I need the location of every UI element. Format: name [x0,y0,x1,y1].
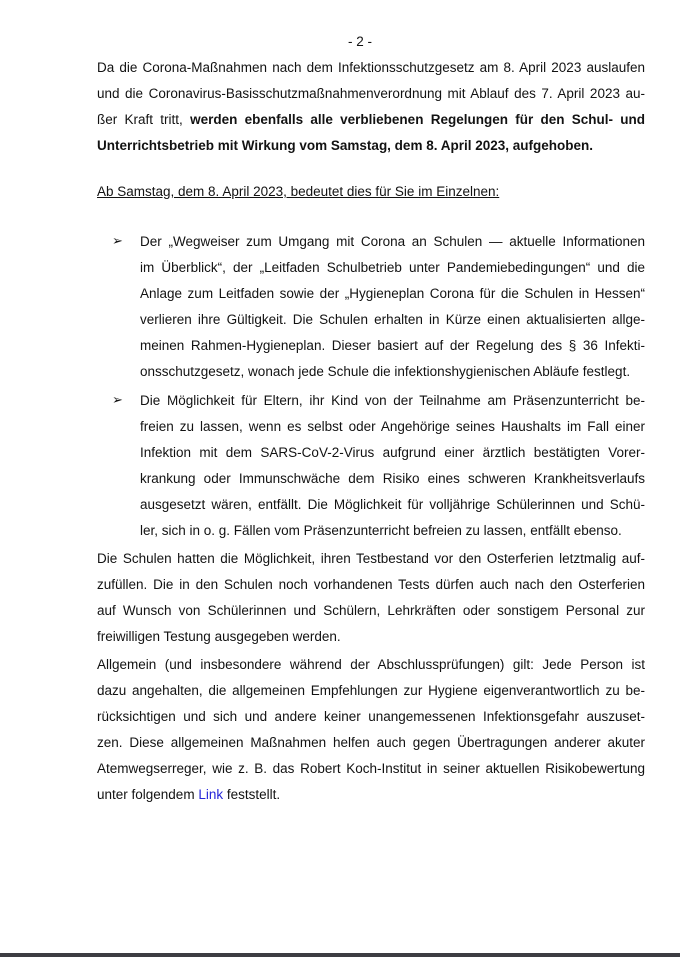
bullet-arrow-icon: ➢ [112,393,123,408]
page-bottom-edge [0,953,680,957]
document-line [97,652,645,678]
text-segment: auf Wunsch von Schülerinnen und Schülern, Lehrkräften oder sonstigem Personal zur [97,603,645,618]
text-segment: und die Coronavirus-Basisschutzmaßnahmenverordnung mit Ablauf des 7. April 2023 au- [97,86,645,101]
document-line [140,359,645,385]
tests-paragraph [97,546,645,650]
section-heading [97,179,645,205]
document-line [97,133,645,159]
text-segment: verlieren ihre Gültigkeit. Die Schulen erhalten in Kürze einen aktualisierten allge- [140,312,645,327]
text-segment: im Überblick“, der „Leitfaden Schulbetrieb unter Pandemiebedingungen“ und die [140,260,645,275]
bullet-item-exemption [97,388,645,544]
text-segment: Die Möglichkeit für Eltern, ihr Kind von der Teilnahme am Präsenzunterricht be- [140,393,645,408]
document-line [97,55,645,81]
text-segment: zufüllen. Die in den Schulen noch vorhandenen Tests dürfen auch nach den Osterferien [97,577,645,592]
bullet-item-regulations [97,229,645,385]
text-segment: krankung oder Immunschwäche dem Risiko eines schweren Krankheitsverlaufs [140,471,645,486]
document-line [140,518,645,544]
document-body [97,55,645,808]
intro-paragraph [97,55,645,159]
text-segment: Allgemein (und insbesondere während der Abschlussprüfungen) gilt: Jede Person ist [97,657,645,672]
document-line [140,333,645,359]
document-line [97,81,645,107]
text-segment: Die Schulen hatten die Möglichkeit, ihren Testbestand vor den Osterferien letztmalig auf- [97,551,645,566]
page-number: - 2 - [347,34,372,49]
text-segment: Unterrichtsbetrieb mit Wirkung vom Samstag, dem 8. April 2023, aufgehoben. [97,138,593,153]
document-line [140,466,645,492]
document-line [140,414,645,440]
document-line [140,281,645,307]
text-segment: werden ebenfalls alle verbliebenen Regelungen für den Schul- und [190,112,645,127]
document-line [97,598,645,624]
text-segment: Da die Corona-Maßnahmen nach dem Infektionsschutzgesetz am 8. April 2023 auslaufen [97,60,645,75]
document-line [140,307,645,333]
document-line [140,388,645,414]
text-segment: dazu angehalten, die allgemeinen Empfehlungen zur Hygiene eigenverantwortlich zu be- [97,683,645,698]
text-segment: Infektion mit dem SARS-CoV-2-Virus aufgrund einer ärztlich bestätigten Vorer- [140,445,645,460]
document-line [97,782,645,808]
text-segment: freiwilligen Testung ausgegeben werden. [97,629,341,644]
bullet-text [140,388,645,544]
document-line [97,624,645,650]
text-segment: zen. Diese allgemeinen Maßnahmen helfen auch gegen Übertragungen anderer akuter [97,735,645,750]
document-line [97,756,645,782]
text-segment: Atemwegserreger, wie z. B. das Robert Koch-Institut in seiner aktuellen Risikobewertung [97,761,645,776]
text-segment: feststellt. [223,787,281,802]
bullet-arrow-icon: ➢ [112,234,123,249]
text-segment: meinen Rahmen-Hygieneplan. Dieser basiert auf der Regelung des § 36 Infekti- [140,338,645,353]
document-line [97,107,645,133]
text-segment: unter folgendem [97,787,199,802]
document-line [140,492,645,518]
text-segment: freien zu lassen, wenn es selbst oder Angehörige seines Haushalts im Fall einer [140,419,645,434]
document-line [97,179,645,205]
document-line [140,440,645,466]
document-line [140,229,645,255]
document-line [97,704,645,730]
text-segment: onsschutzgesetz, wonach jede Schule die infektionshygienischen Abläufe festlegt. [140,364,631,379]
text-segment: ßer Kraft tritt, [97,112,191,127]
document-line [140,255,645,281]
risk-assessment-link[interactable]: Link [198,787,224,802]
text-segment: ler, sich in o. g. Fällen vom Präsenzunterricht befreien zu lassen, entfällt ebenso. [140,523,622,538]
text-segment: Ab Samstag, dem 8. April 2023, bedeutet dies für Sie im Einzelnen: [97,184,500,199]
text-segment: Der „Wegweiser zum Umgang mit Corona an Schulen — aktuelle Informationen [140,234,645,249]
document-line [97,572,645,598]
document-line [97,546,645,572]
document-line [97,730,645,756]
document-line [97,678,645,704]
text-segment: Anlage zum Leitfaden sowie der „Hygieneplan Corona für die Schulen in Hessen“ [140,286,645,301]
text-segment: ausgesetzt wären, entfällt. Die Möglichkeit für volljährige Schülerinnen und Schü- [140,497,645,512]
text-segment: rücksichtigen und sich und andere keiner unangemessenen Infektionsgefahr auszuset- [97,709,645,724]
hygiene-paragraph [97,652,645,808]
bullet-text [140,229,645,385]
